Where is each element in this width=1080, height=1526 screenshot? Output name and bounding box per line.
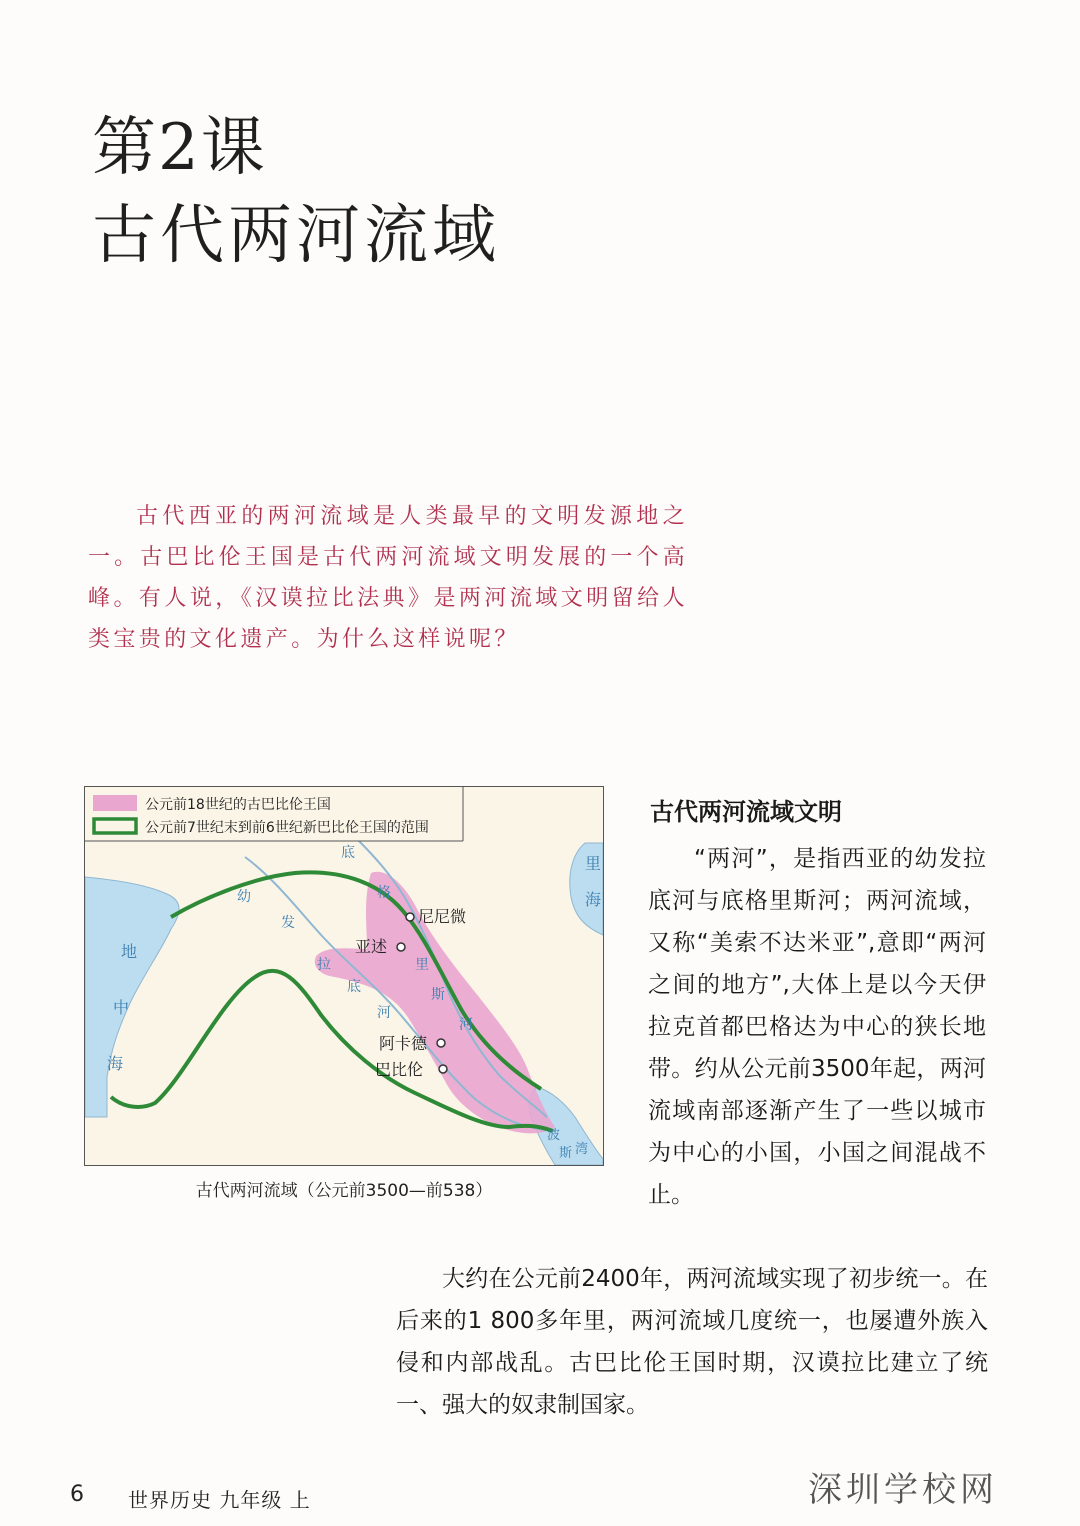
- lesson-title: 古代两河流域: [92, 199, 500, 273]
- page-number: 6: [70, 1482, 84, 1507]
- sea-label-caspian-1: 海: [585, 890, 602, 909]
- watermark: 深圳学校网: [808, 1470, 998, 1510]
- city-label-babylon: 巴比伦: [375, 1060, 424, 1079]
- sea-label-caspian-0: 里: [585, 854, 602, 873]
- river-label-euphrates-1: 发: [281, 915, 295, 931]
- city-label-nineveh: 尼尼微: [418, 907, 467, 926]
- river-label-tigris-0: 底: [341, 845, 355, 861]
- sea-label-persian-1: 斯: [559, 1146, 573, 1161]
- lesson-number: 第2课: [92, 111, 267, 185]
- legend-swatch-pink: [93, 795, 137, 811]
- river-label-euphrates-0: 幼: [237, 889, 251, 905]
- city-marker-nineveh: [406, 913, 414, 921]
- river-label-euphrates-4: 河: [377, 1005, 391, 1021]
- sea-label-mediterranean-0: 地: [121, 942, 138, 961]
- sea-label-persian-0: 波: [547, 1128, 561, 1143]
- city-marker-babylon: [439, 1065, 447, 1073]
- legend-label-pink: 公元前18世纪的古巴比伦王国: [145, 797, 331, 813]
- book-name: 世界历史 九年级 上: [128, 1488, 311, 1512]
- section-paragraph-2: 大约在公元前2400年，两河流域实现了初步统一。在后来的1 800多年里，两河流域几度统一，也屡遭外族入侵和内部战乱。古巴比伦王国时期，汉谟拉比建立了统一、强大的奴隶制国家。: [396, 1266, 988, 1418]
- river-label-tigris-2: 里: [415, 957, 429, 973]
- river-label-tigris-4: 河: [459, 1017, 473, 1033]
- sea-label-persian-2: 湾: [575, 1142, 589, 1157]
- sea-label-mediterranean-1: 中: [113, 998, 130, 1017]
- legend-label-green: 公元前7世纪末到前6世纪新巴比伦王国的范围: [145, 820, 429, 836]
- map-svg: [85, 787, 603, 1165]
- river-label-euphrates-2: 拉: [317, 957, 331, 973]
- section-paragraph-1: “两河”，是指西亚的幼发拉底河与底格里斯河；两河流域，又称“美索不达米亚”,意即“两河之间的地方”,大体上是以今天伊拉克首都巴格达为中心的狭长地带。约从公元前3500年起，两河流域南部逐渐产生了一些以城市为中心的小国，小国之间混战不止。: [648, 846, 986, 1208]
- city-marker-akkad: [437, 1039, 445, 1047]
- city-label-akkad: 阿卡德: [379, 1034, 428, 1053]
- river-label-tigris-3: 斯: [431, 987, 445, 1003]
- sea-label-mediterranean-2: 海: [107, 1054, 124, 1073]
- river-label-euphrates-3: 底: [347, 979, 361, 995]
- river-label-tigris-1: 格: [377, 885, 391, 901]
- section-heading: 古代两河流域文明: [650, 798, 842, 826]
- map-caption: 古代两河流域（公元前3500—前538）: [195, 1181, 493, 1201]
- city-marker-assur: [397, 943, 405, 951]
- map-figure: [84, 786, 604, 1166]
- intro-paragraph: 古代西亚的两河流域是人类最早的文明发源地之一。古巴比伦王国是古代两河流域文明发展的一个高峰。有人说，《汉谟拉比法典》是两河流域文明留给人类宝贵的文化遗产。为什么这样说呢？: [88, 504, 688, 652]
- city-label-assur: 亚述: [355, 937, 388, 956]
